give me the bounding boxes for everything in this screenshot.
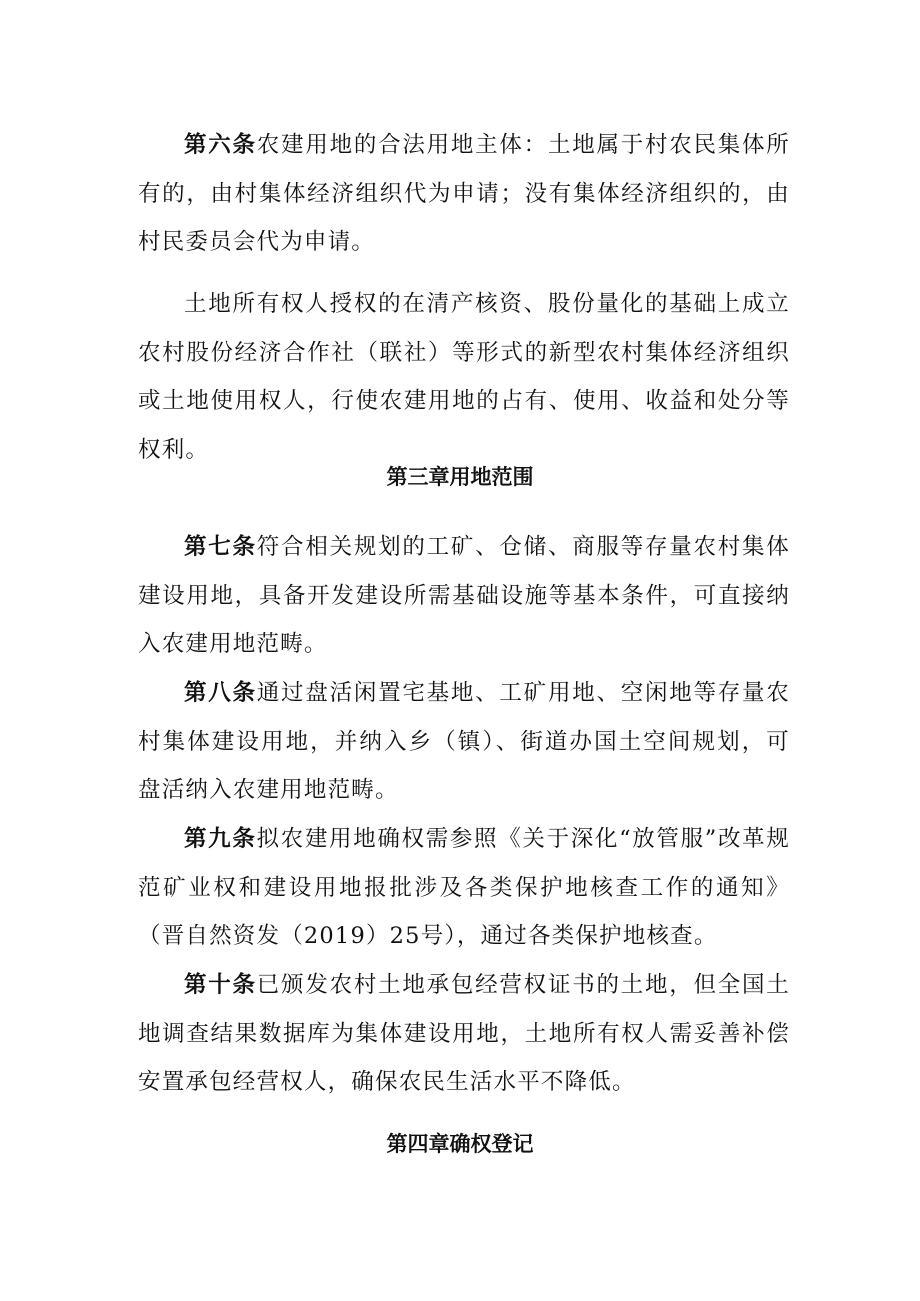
article-8-text: 通过盘活闲置宅基地、工矿用地、空闲地等存量农村集体建设用地，并纳入乡（镇）、街道办国土空间规划，可盘活纳入农建用地范畴。: [138, 680, 790, 803]
article-9-number: 第九条: [184, 826, 257, 852]
article-6-number: 第六条: [184, 132, 257, 158]
article-6-text: 农建用地的合法用地主体：土地属于村农民集体所有的，由村集体经济组织代为申请；没有集体经济组织的，由村民委员会代为申请。: [138, 132, 790, 255]
article-8: [138, 669, 790, 815]
article-7-text: 符合相关规划的工矿、仓储、商服等存量农村集体建设用地，具备开发建设所需基础设施等基本条件，可直接纳入农建用地范畴。: [138, 534, 790, 657]
article-9: [138, 815, 790, 961]
chapter-4-heading: 第四章确权登记: [386, 1132, 534, 1156]
article-9-text: 拟农建用地确权需参照《关于深化“放管服”改革规范矿业权和建设用地报批涉及各类保护地核查工作的通知》（晋自然资发（2019）25号），通过各类保护地核查。: [138, 826, 790, 949]
article-10: [138, 961, 790, 1107]
article-7-number: 第七条: [184, 534, 257, 560]
article-10-text: 已颁发农村土地承包经营权证书的土地，但全国土地调查结果数据库为集体建设用地，土地所有权人需妥善补偿安置承包经营权人，确保农民生活水平不降低。: [138, 972, 790, 1095]
article-7: [138, 523, 790, 669]
article-10-number: 第十条: [184, 972, 257, 998]
article-8-number: 第八条: [184, 680, 257, 706]
article-6: [138, 121, 790, 267]
chapter-3-heading: 第三章用地范围: [386, 465, 534, 489]
article-6-paragraph-2: [138, 280, 790, 474]
article-6-paragraph-2-text: 土地所有权人授权的在清产核资、股份量化的基础上成立农村股份经济合作社（联社）等形式的新型农村集体经济组织或土地使用权人，行使农建用地的占有、使用、收益和处分等权利。: [138, 291, 790, 463]
